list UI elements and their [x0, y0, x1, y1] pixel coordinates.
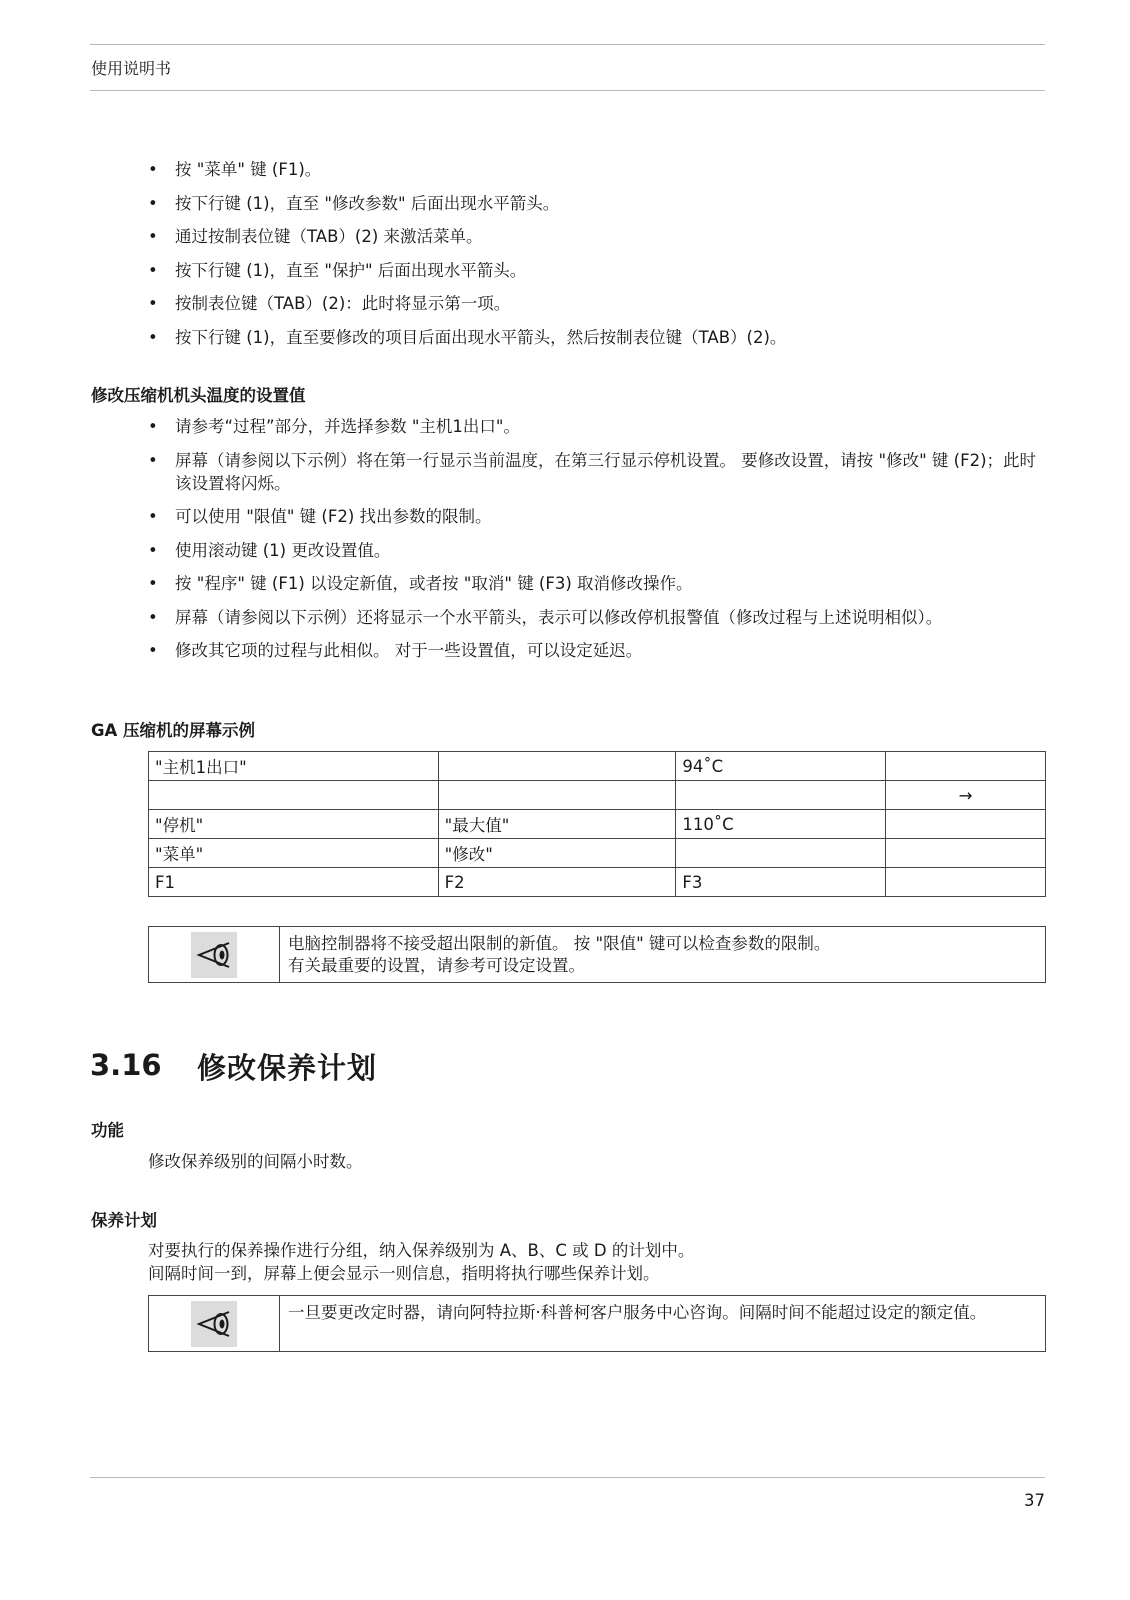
- eye-icon: [191, 932, 237, 978]
- note-line: 有关最重要的设置，请参考可设定设置。: [288, 956, 585, 975]
- list-item: • 按下行键 (1)，直至要修改的项目后面出现水平箭头，然后按制表位键（TAB）(2)。: [148, 326, 1043, 349]
- plan-line: 对要执行的保养操作进行分组，纳入保养级别为 A、B、C 或 D 的计划中。: [148, 1241, 695, 1260]
- table-cell: [886, 839, 1046, 868]
- table-row: [149, 839, 1046, 868]
- list-item: • 通过按制表位键（TAB）(2) 来激活菜单。: [148, 225, 1043, 248]
- heading-screen-example: GA 压缩机的屏幕示例: [91, 721, 256, 740]
- header-top-rule: [90, 44, 1045, 45]
- table-row: [149, 810, 1046, 839]
- note-icon-cell: [149, 1296, 280, 1351]
- list-item: • 按 "程序" 键 (F1) 以设定新值，或者按 "取消" 键 (F3) 取消修改操作。: [148, 572, 1043, 595]
- table-cell: "主机1出口": [149, 752, 439, 781]
- function-text: 修改保养级别的间隔小时数。: [148, 1152, 363, 1171]
- footer-rule: [90, 1477, 1045, 1478]
- table-cell: F3: [676, 868, 886, 897]
- section-title: 修改保养计划: [197, 1051, 378, 1085]
- right-arrow-icon: →: [886, 781, 1046, 810]
- eye-icon: [191, 1301, 237, 1347]
- table-cell: [149, 781, 439, 810]
- steps-list: [148, 158, 1043, 359]
- note-box-limits: [148, 926, 1046, 983]
- list-item: • 按下行键 (1)，直至 "保护" 后面出现水平箭头。: [148, 259, 1043, 282]
- table-cell: [438, 752, 676, 781]
- note-icon-cell: [149, 927, 280, 982]
- table-cell: [438, 781, 676, 810]
- heading-function: 功能: [91, 1121, 124, 1140]
- note-line: 电脑控制器将不接受超出限制的新值。 按 "限值" 键可以检查参数的限制。: [288, 934, 831, 953]
- header-bottom-rule: [90, 90, 1045, 91]
- table-cell: F2: [438, 868, 676, 897]
- table-row: [149, 781, 1046, 810]
- list-item: • 修改其它项的过程与此相似。 对于一些设置值，可以设定延迟。: [148, 639, 1043, 662]
- table-row: [149, 868, 1046, 897]
- list-item: • 屏幕（请参阅以下示例）将在第一行显示当前温度，在第三行显示停机设置。 要修改设置，请按 "修改" 键 (F2)；此时该设置将闪烁。: [148, 449, 1043, 495]
- table-cell: F1: [149, 868, 439, 897]
- heading-plan: 保养计划: [91, 1211, 157, 1230]
- section-number: 3.16: [90, 1048, 162, 1082]
- table-cell: [676, 839, 886, 868]
- table-cell: [886, 868, 1046, 897]
- note-box-timer: [148, 1295, 1046, 1352]
- list-item: • 按制表位键（TAB）(2)：此时将显示第一项。: [148, 292, 1043, 315]
- note-text: [280, 927, 1045, 982]
- table-cell: "停机": [149, 810, 439, 839]
- table-cell: "最大值": [438, 810, 676, 839]
- list-item: • 可以使用 "限值" 键 (F2) 找出参数的限制。: [148, 505, 1043, 528]
- plan-text: [148, 1239, 694, 1285]
- compressor-steps-list: [148, 415, 1043, 673]
- screen-example-table: [148, 751, 1046, 897]
- list-item: • 按 "菜单" 键 (F1)。: [148, 158, 1043, 181]
- table-cell: "菜单": [149, 839, 439, 868]
- list-item: • 使用滚动键 (1) 更改设置值。: [148, 539, 1043, 562]
- table-cell: 94˚C: [676, 752, 886, 781]
- plan-line: 间隔时间一到，屏幕上便会显示一则信息，指明将执行哪些保养计划。: [148, 1264, 660, 1283]
- table-cell: [676, 781, 886, 810]
- table-cell: [886, 810, 1046, 839]
- page-number: 37: [1024, 1491, 1045, 1510]
- table-row: [149, 752, 1046, 781]
- list-item: • 请参考“过程”部分，并选择参数 "主机1出口"。: [148, 415, 1043, 438]
- heading-compressor-temp: 修改压缩机机头温度的设置值: [91, 386, 306, 405]
- header-title: 使用说明书: [91, 59, 172, 78]
- table-cell: "修改": [438, 839, 676, 868]
- table-cell: [886, 752, 1046, 781]
- table-cell: 110˚C: [676, 810, 886, 839]
- note-text: 一旦要更改定时器，请向阿特拉斯·科普柯客户服务中心咨询。间隔时间不能超过设定的额定值。: [288, 1303, 987, 1322]
- list-item: • 按下行键 (1)，直至 "修改参数" 后面出现水平箭头。: [148, 192, 1043, 215]
- list-item: • 屏幕（请参阅以下示例）还将显示一个水平箭头，表示可以修改停机报警值（修改过程与上述说明相似）。: [148, 606, 1043, 629]
